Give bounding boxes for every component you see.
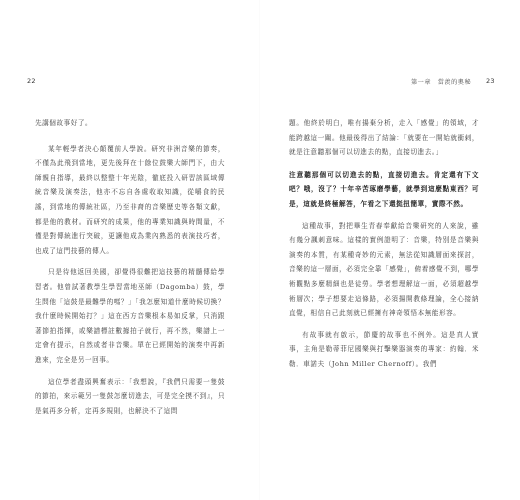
left-page-body (35, 116, 225, 425)
emphasis-paragraph: 注意聽那個可以切進去的點，直接切進去。肯定還有下文吧？哦，沒了？十年辛苦琢磨學藝，就學到這麼點東西？可是，這就是終極解答，乍看之下還挺扭簡單，實際不然。 (289, 170, 479, 208)
right-page-body (289, 116, 479, 379)
paragraph: 有故事就有啟示，節慶的故事也不例外。這是真人實事，主角是勒蒂菲尼國樂與打擊樂器演奏的專家：約翰．米勒．車諾夫（John Miller Chernoff）。我們 (289, 330, 479, 368)
paragraph: 這種故事，對把畢生青春奉獻給音樂研究的人來說，雖有幾分諷刺意味。這樣的實例證明了：音樂，特別是音樂與演奏的本質，有某種奇妙的元素，無法從知識層面來探討，音樂的這一層面，必須完全靠「感覺」，俯着感覺不到，哪學術觀點多麼精細也是徒勞。學者想理解這一面，必須超越學術層次；學子想要走這條路，必須揚開教條理論，全心接納直覺，相信自己此刻就已經擁有神奇領悟本無能形容。 (289, 221, 479, 318)
page-number-right: 23 (486, 77, 495, 85)
paragraph: 某年輕學者決心顛覆前人學說。研究非洲音樂的節奏，不僅為此飛到當地，更先後拜在十餘位鼓樂大師門下，由大師親自指導，最終以整整十年光陰，徹底投入研習該區域傳統音樂及演奏法，他亦不忘自各處收取知識，從嚼食的民謠，到當地的傳統社區，乃至非裔的音樂歷史等各類文獻，都是他的教材。而研究的成果，他的專業知識與時間量，不僅是對傳統進行突破，更讓他成為業內熟悉的表演技巧者，也成了這門技藝的傳人。 (35, 144, 225, 255)
page-number-left: 22 (27, 77, 36, 85)
paragraph: 這位學者盡頭興奮表示：「我想說，『我們只需要一隻鼓的節拍，來示範另一隻鼓怎麼切進去，可是完全摸不到』，只是氣再多分析，定再多規則，也解決不了這問 (35, 377, 225, 415)
book-gutter (259, 0, 260, 500)
paragraph: 只是待他返回美國，卻覺得很難把這技藝的精髓傳給學習者。他曾試著教學生學習當地巫師（Dagomba）鼓，學生問他「這鼓是最難學的嗎？」「我怎麼知道什麼時候切換？我什麼時候開始打？」這在西方音樂根本易如反掌，只消跟著節拍指揮，或樂譜標註數據拍子就行，再不然，樂譜上一定會有提示，自然或者非音樂。單在已經開始的演奏中再新進來，完全是另一回事。 (35, 268, 225, 364)
running-head: 第一章 當羨的奧秘 (411, 79, 472, 86)
paragraph: 題。他終於明白，唯有揚棄分析，走入「感覺」的領域，才能跨越這一關。他最後得出了結論：「就要在一開始就衝刺，就是注意聽那個可以切進去的點，直接切進去。」 (289, 119, 479, 157)
paragraph: 先講個故事好了。 (35, 119, 93, 127)
